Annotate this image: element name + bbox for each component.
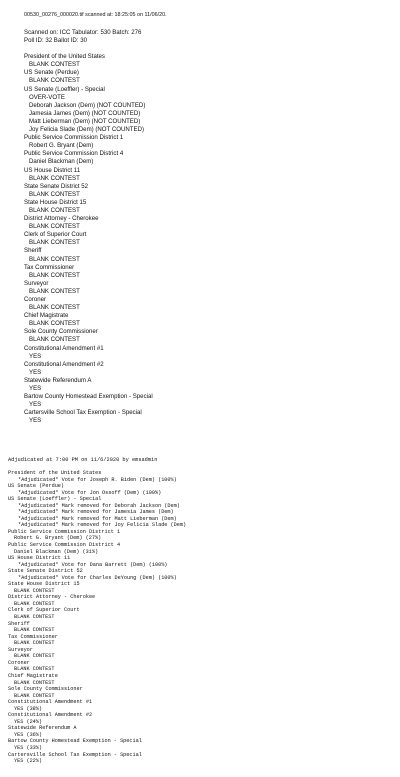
adjudicated-contest-title: District Attorney - Cherokee — [8, 594, 96, 601]
contest-selection: Joy Felicia Slade (Dem) (NOT COUNTED) — [29, 126, 145, 134]
adjudicated-contest-title: Coroner — [8, 659, 30, 666]
contest-selection: YES — [29, 385, 42, 393]
adjudicated-contest-title: President of the United States — [8, 470, 102, 476]
adjudicated-contest-title: Public Service Commission District 1 — [8, 528, 121, 535]
adjudicated-selection: BLANK CONTEST — [14, 666, 55, 673]
adjudicated-contest-title: Sole County Commissioner — [8, 686, 83, 693]
adjudicated-contest-title: Bartow County Homestead Exemption - Special — [8, 738, 142, 745]
contest-title: US Senate (Perdue) — [24, 69, 79, 77]
contest-selection: OVER-VOTE — [29, 93, 65, 101]
contest-title: Tax Commissioner — [24, 263, 75, 271]
adjudicated-selection: YES (33%) — [14, 744, 43, 751]
adjudicated-selection: YES (22%) — [14, 758, 43, 765]
contest-title: US Senate (Loeffler) - Special — [24, 85, 105, 93]
contest-title: Sheriff — [24, 247, 42, 255]
contest-title: Constitutional Amendment #1 — [24, 344, 104, 352]
contest-selection: BLANK CONTEST — [29, 206, 80, 214]
adjudicated-selection: *Adjudicated* Mark removed for Deborah Jackson (Dem) — [18, 502, 180, 509]
adjudicated-selection: BLANK CONTEST — [14, 587, 55, 594]
adjudicated-contest-title: Cartersville School Tax Exemption - Special — [8, 751, 142, 758]
contest-title: US House District 11 — [24, 166, 81, 174]
adjudicated-contest-title: Tax Commissioner — [8, 633, 58, 640]
contest-selection: YES — [29, 352, 42, 360]
contest-selection: BLANK CONTEST — [29, 190, 80, 198]
adjudicated-contest-title: State House District 15 — [8, 581, 80, 588]
adjudicated-selection: Robert G. Bryant (Dem) (27%) — [14, 535, 102, 542]
adjudicated-selection: *Adjudicated* Vote for Charles DeYoung (Dem) (100%) — [18, 574, 177, 581]
contest-title: Clerk of Superior Court — [24, 231, 87, 239]
contest-selection: BLANK CONTEST — [29, 223, 80, 231]
contest-selection: YES — [29, 417, 42, 425]
adjudicated-selection: BLANK CONTEST — [14, 692, 55, 699]
contest-selection: BLANK CONTEST — [29, 287, 80, 295]
adjudicated-selection: Daniel Blackman (Dem) (31%) — [14, 548, 99, 555]
contest-selection: BLANK CONTEST — [29, 174, 80, 182]
adjudicated-contest-title: Constitutional Amendment #1 — [8, 699, 93, 706]
contest-selection: BLANK CONTEST — [29, 336, 80, 344]
spacer — [24, 45, 394, 53]
contest-title: Coroner — [24, 296, 47, 303]
adjudicated-selection: *Adjudicated* Vote for Joseph R. Biden (Dem) (100%) — [18, 476, 177, 483]
contest-title: Sole County Commissioner — [24, 328, 98, 336]
adjudicated-contest-title: US Senate (Perdue) — [8, 483, 65, 490]
contest-selection: Deborah Jackson (Dem) (NOT COUNTED) — [29, 101, 146, 109]
adjudicated-contest-title: Surveyor — [8, 646, 33, 653]
contest-selection: YES — [29, 401, 42, 409]
adjudicated-selection: *Adjudicated* Mark removed for Joy Felicia Slade (Dem) — [18, 522, 187, 529]
adjudicated-selection: YES (38%) — [14, 705, 43, 712]
contest-selection: BLANK CONTEST — [29, 304, 80, 312]
poll-info-line: Poll ID: 32 Ballot ID: 30 — [24, 37, 87, 45]
adjudicated-selection: *Adjudicated* Mark removed for Jamesia James (Dem) — [18, 509, 174, 516]
contest-selection: BLANK CONTEST — [29, 271, 80, 279]
adjudicated-contest-title: State Senate District 52 — [8, 568, 83, 575]
contest-title: Constitutional Amendment #2 — [24, 360, 104, 368]
adjudicated-selection: YES (24%) — [14, 718, 43, 725]
adjudicated-selection: *Adjudicated* Mark removed for Matt Lieberman (Dem) — [18, 515, 177, 522]
contest-selection: BLANK CONTEST — [29, 77, 80, 85]
adjudicated-contest-title: Public Service Commission District 4 — [8, 542, 121, 549]
contest-title: Bartow County Homestead Exemption - Special — [24, 393, 153, 401]
contest-title: Public Service Commission District 1 — [24, 134, 124, 142]
adjudicated-selection: BLANK CONTEST — [14, 614, 55, 621]
contest-selection: Matt Lieberman (Dem) (NOT COUNTED) — [29, 117, 141, 125]
adjudicated-selection: *Adjudicated* Vote for Dana Barrett (Dem) (100%) — [18, 561, 168, 568]
adjudicated-selection: BLANK CONTEST — [14, 640, 55, 647]
adjudicated-contest-title: Statewide Referendum A — [8, 725, 77, 732]
contest-title: Statewide Referendum A — [24, 376, 92, 384]
adjudicated-contest-title: Chief Magistrate — [8, 672, 58, 679]
adjudicated-contest-title: Sheriff — [8, 620, 30, 627]
adjudication-title: Adjudicated at 7:00 PM on 11/6/2020 by emsadmin — [8, 457, 158, 463]
adjudicated-selection: BLANK CONTEST — [14, 653, 55, 660]
adjudicated-selection: BLANK CONTEST — [14, 600, 55, 607]
contest-selection: BLANK CONTEST — [29, 61, 80, 69]
contest-title: State Senate District 52 — [24, 182, 89, 190]
contest-selection: BLANK CONTEST — [29, 255, 80, 263]
contest-selection: BLANK CONTEST — [29, 239, 80, 247]
contest-title: State House District 15 — [24, 198, 87, 206]
adjudicated-contest-title: US House District 11 — [8, 555, 71, 562]
contest-title: Cartersville School Tax Exemption - Special — [24, 409, 142, 417]
adjudicated-contest-title: Clerk of Superior Court — [8, 607, 80, 614]
contest-selection: BLANK CONTEST — [29, 320, 80, 328]
contest-title: Surveyor — [24, 279, 49, 287]
adjudication-list — [8, 470, 396, 765]
scan-info-line: Scanned on: ICC Tabulator: 530 Batch: 276 — [24, 29, 142, 36]
contest-selection: Jamesia James (Dem) (NOT COUNTED) — [29, 109, 141, 117]
contest-selection: YES — [29, 368, 42, 376]
adjudicated-selection: YES (36%) — [14, 731, 43, 738]
adjudicated-contest-title: Constitutional Amendment #2 — [8, 712, 93, 719]
ballot-summary — [24, 29, 394, 426]
adjudicated-selection: BLANK CONTEST — [14, 627, 55, 634]
contest-selection: Robert G. Bryant (Dem) — [29, 142, 94, 150]
contest-title: President of the United States — [24, 53, 105, 61]
adjudicated-selection: *Adjudicated* Vote for Jon Ossoff (Dem) (100%) — [18, 489, 162, 496]
contest-title: Chief Magistrate — [24, 312, 69, 320]
contest-selection: Daniel Blackman (Dem) — [29, 158, 94, 166]
contest-title: District Attorney - Cherokee — [24, 215, 99, 223]
ballot-contest-list — [24, 53, 394, 425]
adjudicated-contest-title: US Senate (Loeffler) - Special — [8, 496, 102, 503]
contest-title: Public Service Commission District 4 — [24, 150, 124, 158]
adjudicated-selection: BLANK CONTEST — [14, 679, 55, 686]
scan-header: 00530_00276_000020.tif scanned at: 18:25:05 on 11/06/20. — [24, 12, 167, 18]
